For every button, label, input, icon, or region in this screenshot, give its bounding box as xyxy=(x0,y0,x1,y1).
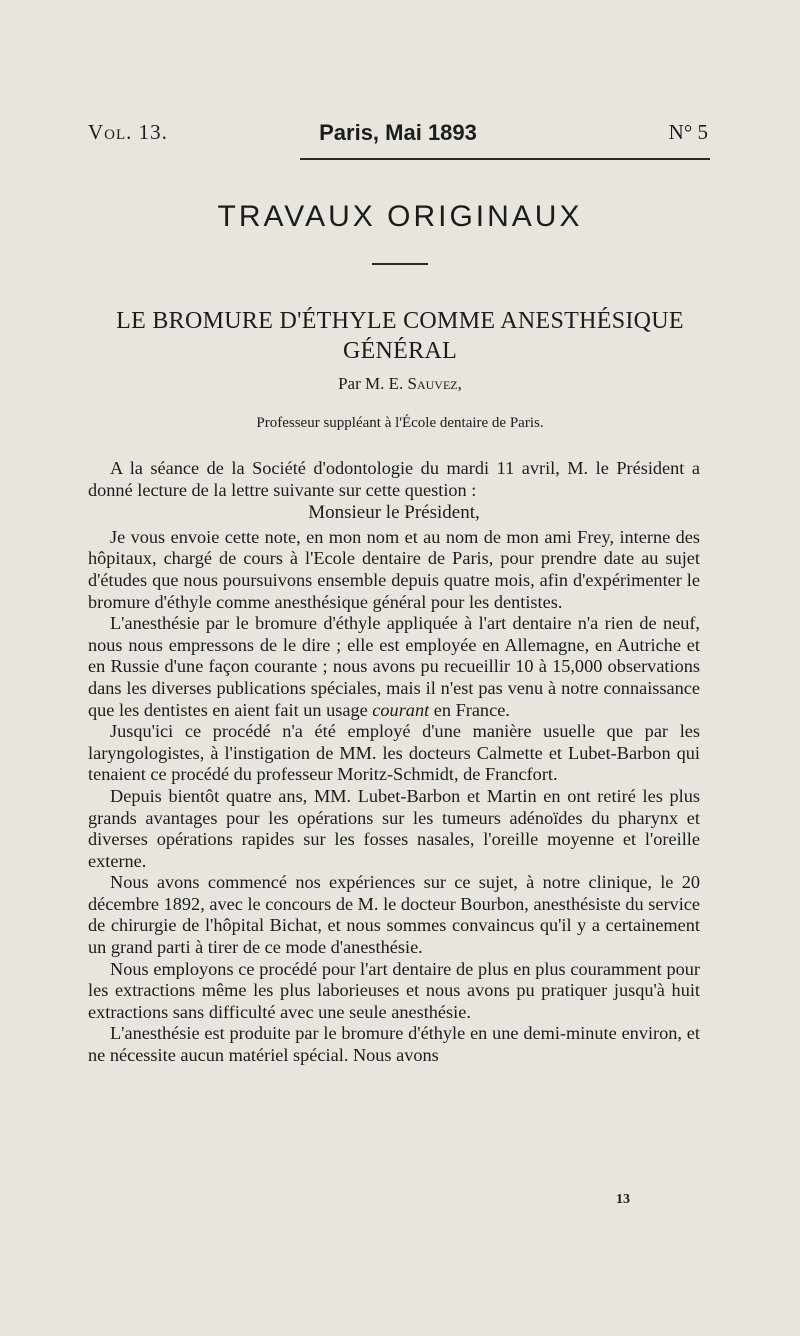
paragraph xyxy=(88,613,700,721)
article-title: LE BROMURE D'ÉTHYLE COMME ANESTHÉSIQUE GÉNÉRAL xyxy=(116,308,684,364)
issue-number: N° 5 xyxy=(668,120,708,144)
author-affiliation: Professeur suppléant à l'École dentaire de Paris. xyxy=(256,415,544,431)
section-title: TRAVAUX ORIGINAUX xyxy=(217,200,583,233)
header-rule xyxy=(300,158,710,160)
byline-prefix: Par M. E. xyxy=(338,374,408,393)
letter-salutation: Monsieur le Président, xyxy=(308,502,480,524)
place-date: Paris, Mai 1893 xyxy=(319,120,477,145)
author-name: Sauvez, xyxy=(407,374,462,393)
paragraph-text: L'anesthésie par le bromure d'éthyle appliquée à l'art dentaire n'a rien de neuf, nous nous empressons de le dire ; elle est employée en Allemagne, en Autriche et en Russie d'une façon courante ; nous avons pu recueillir 10 à 15,000 observations dans les diverses publications spéciales, mais il n'est pas venu à notre connaissance que les dentistes en aient fait un usage xyxy=(88,613,700,720)
paragraph-text: en France. xyxy=(429,699,510,720)
section-divider xyxy=(372,263,428,265)
byline xyxy=(0,374,800,394)
running-header xyxy=(88,120,708,152)
page-signature: 13 xyxy=(616,1192,630,1207)
paragraph: Nous employons ce procédé pour l'art dentaire de plus en plus couramment pour les extractions même les plus laborieuses et nous avons pu pratiquer jusqu'à huit extractions sans difficulté avec une seule anesthésie. xyxy=(88,958,700,1022)
paragraph: Depuis bientôt quatre ans, MM. Lubet-Barbon et Martin en ont retiré les plus grands avantages pour les opérations sur les tumeurs adénoïdes du pharynx et diverses opérations rapides sur les fosses nasales, l'oreille moyenne et l'oreille externe. xyxy=(88,785,700,871)
paragraph: Nous avons commencé nos expériences sur ce sujet, à notre clinique, le 20 décembre 1892, avec le concours de M. le docteur Bourbon, anesthésiste du service de chirurgie de l'hôpital Bichat, et nous sommes convaincus qu'il y a certainement un grand parti à tirer de ce mode d'anesthésie. xyxy=(88,872,700,958)
paragraph-intro: A la séance de la Société d'odontologie du mardi 11 avril, M. le Président a donné lecture de la lettre suivante sur cette question : xyxy=(88,458,700,500)
emphasis-text: courant xyxy=(372,699,430,720)
paragraph: L'anesthésie est produite par le bromure d'éthyle en une demi-minute environ, et ne nécessite aucun matériel spécial. Nous avons xyxy=(88,1023,700,1066)
paragraph: Je vous envoie cette note, en mon nom et au nom de mon ami Frey, interne des hôpitaux, chargé de cours à l'Ecole dentaire de Paris, pour prendre date au sujet d'études que nous poursuivons ensemble depuis quatre mois, afin d'expérimenter le bromure d'éthyle comme anesthésique général pour les dentistes. xyxy=(88,526,700,612)
volume-label: Vol. 13. xyxy=(88,120,168,144)
paragraph: Jusqu'ici ce procédé n'a été employé d'une manière usuelle que par les laryngologistes, à l'instigation de MM. les docteurs Calmette et Lubet-Barbon qui tenaient ce procédé du professeur Moritz-Schmidt, de Francfort. xyxy=(88,721,700,785)
article-body xyxy=(88,458,700,1067)
